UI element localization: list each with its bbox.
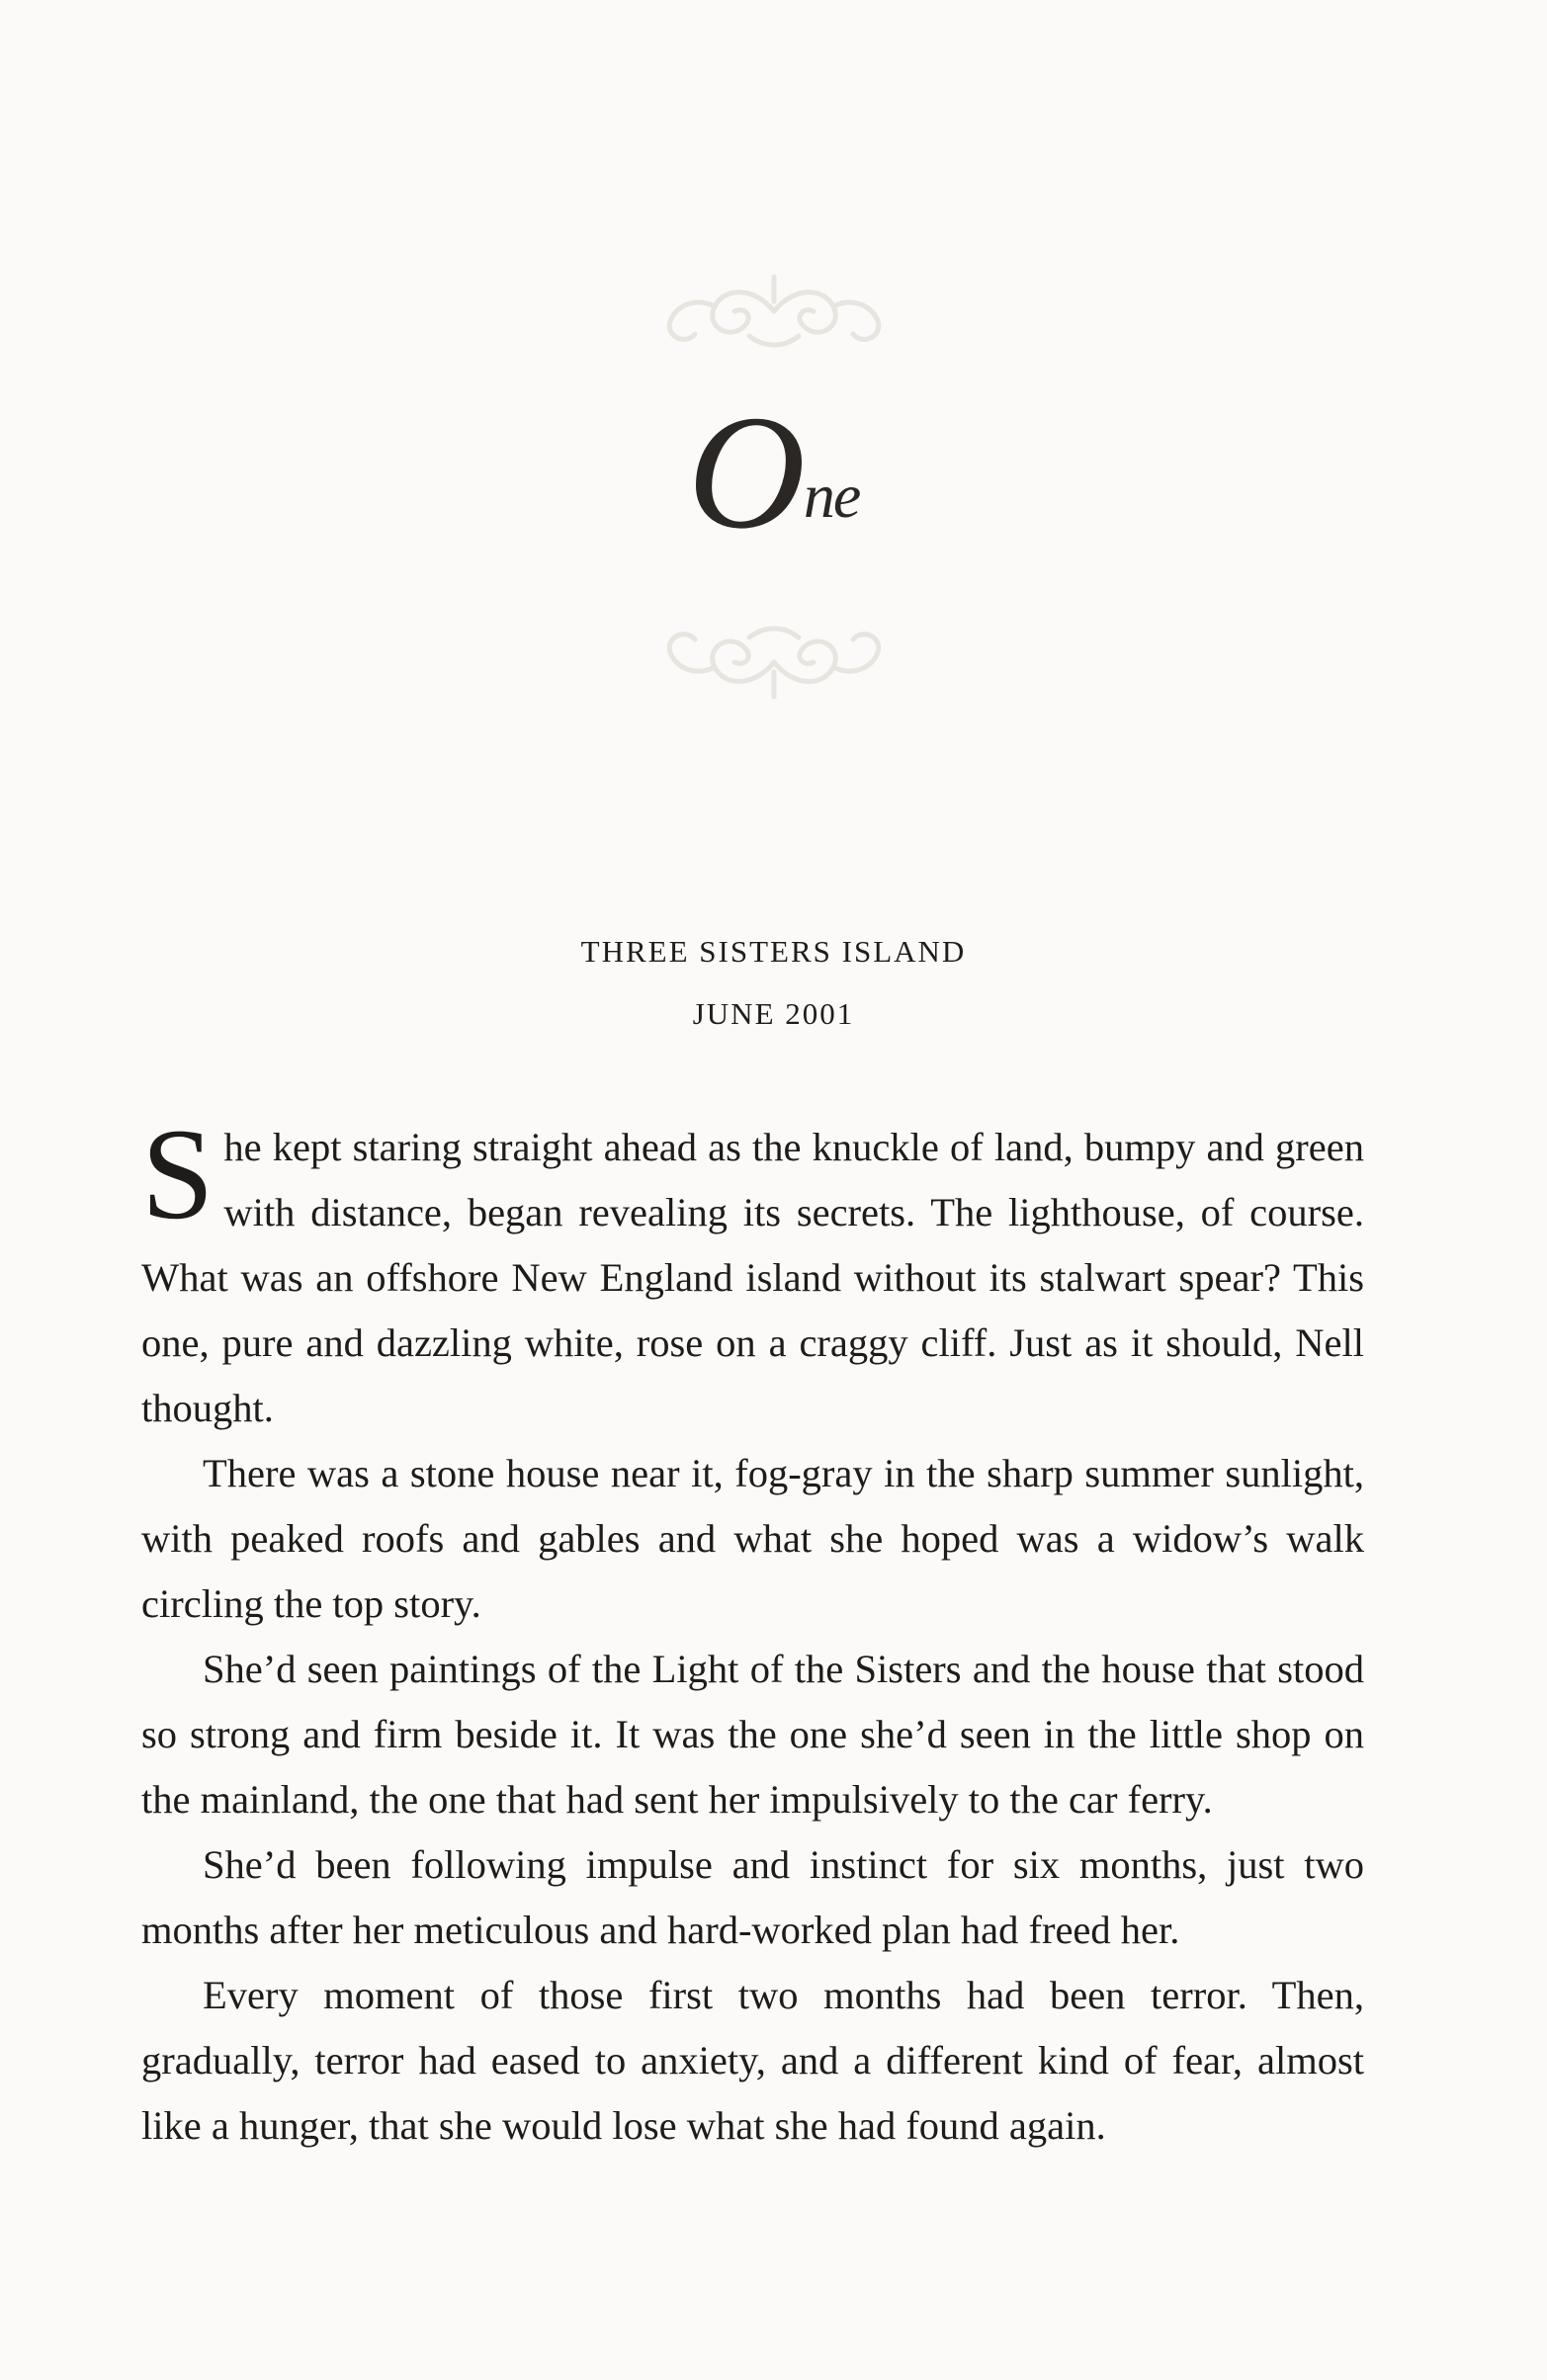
scroll-ornament-bottom xyxy=(655,618,893,707)
date-heading: JUNE 2001 xyxy=(692,996,855,1031)
location-heading: THREE SISTERS ISLAND xyxy=(580,934,967,969)
paragraph-3: She’d seen paintings of the Light of the Sisters and the house that stood so strong and firm beside it. It was the one she’d seen in the little shop on the mainland, the one that had sent her impulsively to the car ferry. xyxy=(141,1647,1364,1822)
paragraph-1-text: he kept staring straight ahead as the knuckle of land, bumpy and green with distance, began revealing its secrets. The lighthouse, of course. What was an offshore New England island without its stalwart spear? This one, pure and dazzling white, rose on a craggy cliff. Just as it should, Nell thought. xyxy=(141,1125,1364,1430)
chapter-body xyxy=(141,1101,1364,2159)
drop-cap: S xyxy=(141,1101,215,1246)
chapter-title-initial: O xyxy=(687,382,804,562)
paragraph-1 xyxy=(141,1101,1364,1441)
paragraph-2: There was a stone house near it, fog-gray in the sharp summer sunlight, with peaked roofs and gables and what she hoped was a widow’s walk circling the top story. xyxy=(141,1451,1364,1626)
chapter-title-rest: ne xyxy=(803,461,860,531)
chapter-title xyxy=(0,382,1547,562)
paragraph-5: Every moment of those first two months had been terror. Then, gradually, terror had eased to anxiety, and a different kind of fear, almost like a hunger, that she would lose what she had found again. xyxy=(141,1973,1364,2148)
paragraph-4: She’d been following impulse and instinct for six months, just two months after her meticulous and hard-worked plan had freed her. xyxy=(141,1842,1364,1952)
scroll-ornament-top xyxy=(655,267,893,356)
